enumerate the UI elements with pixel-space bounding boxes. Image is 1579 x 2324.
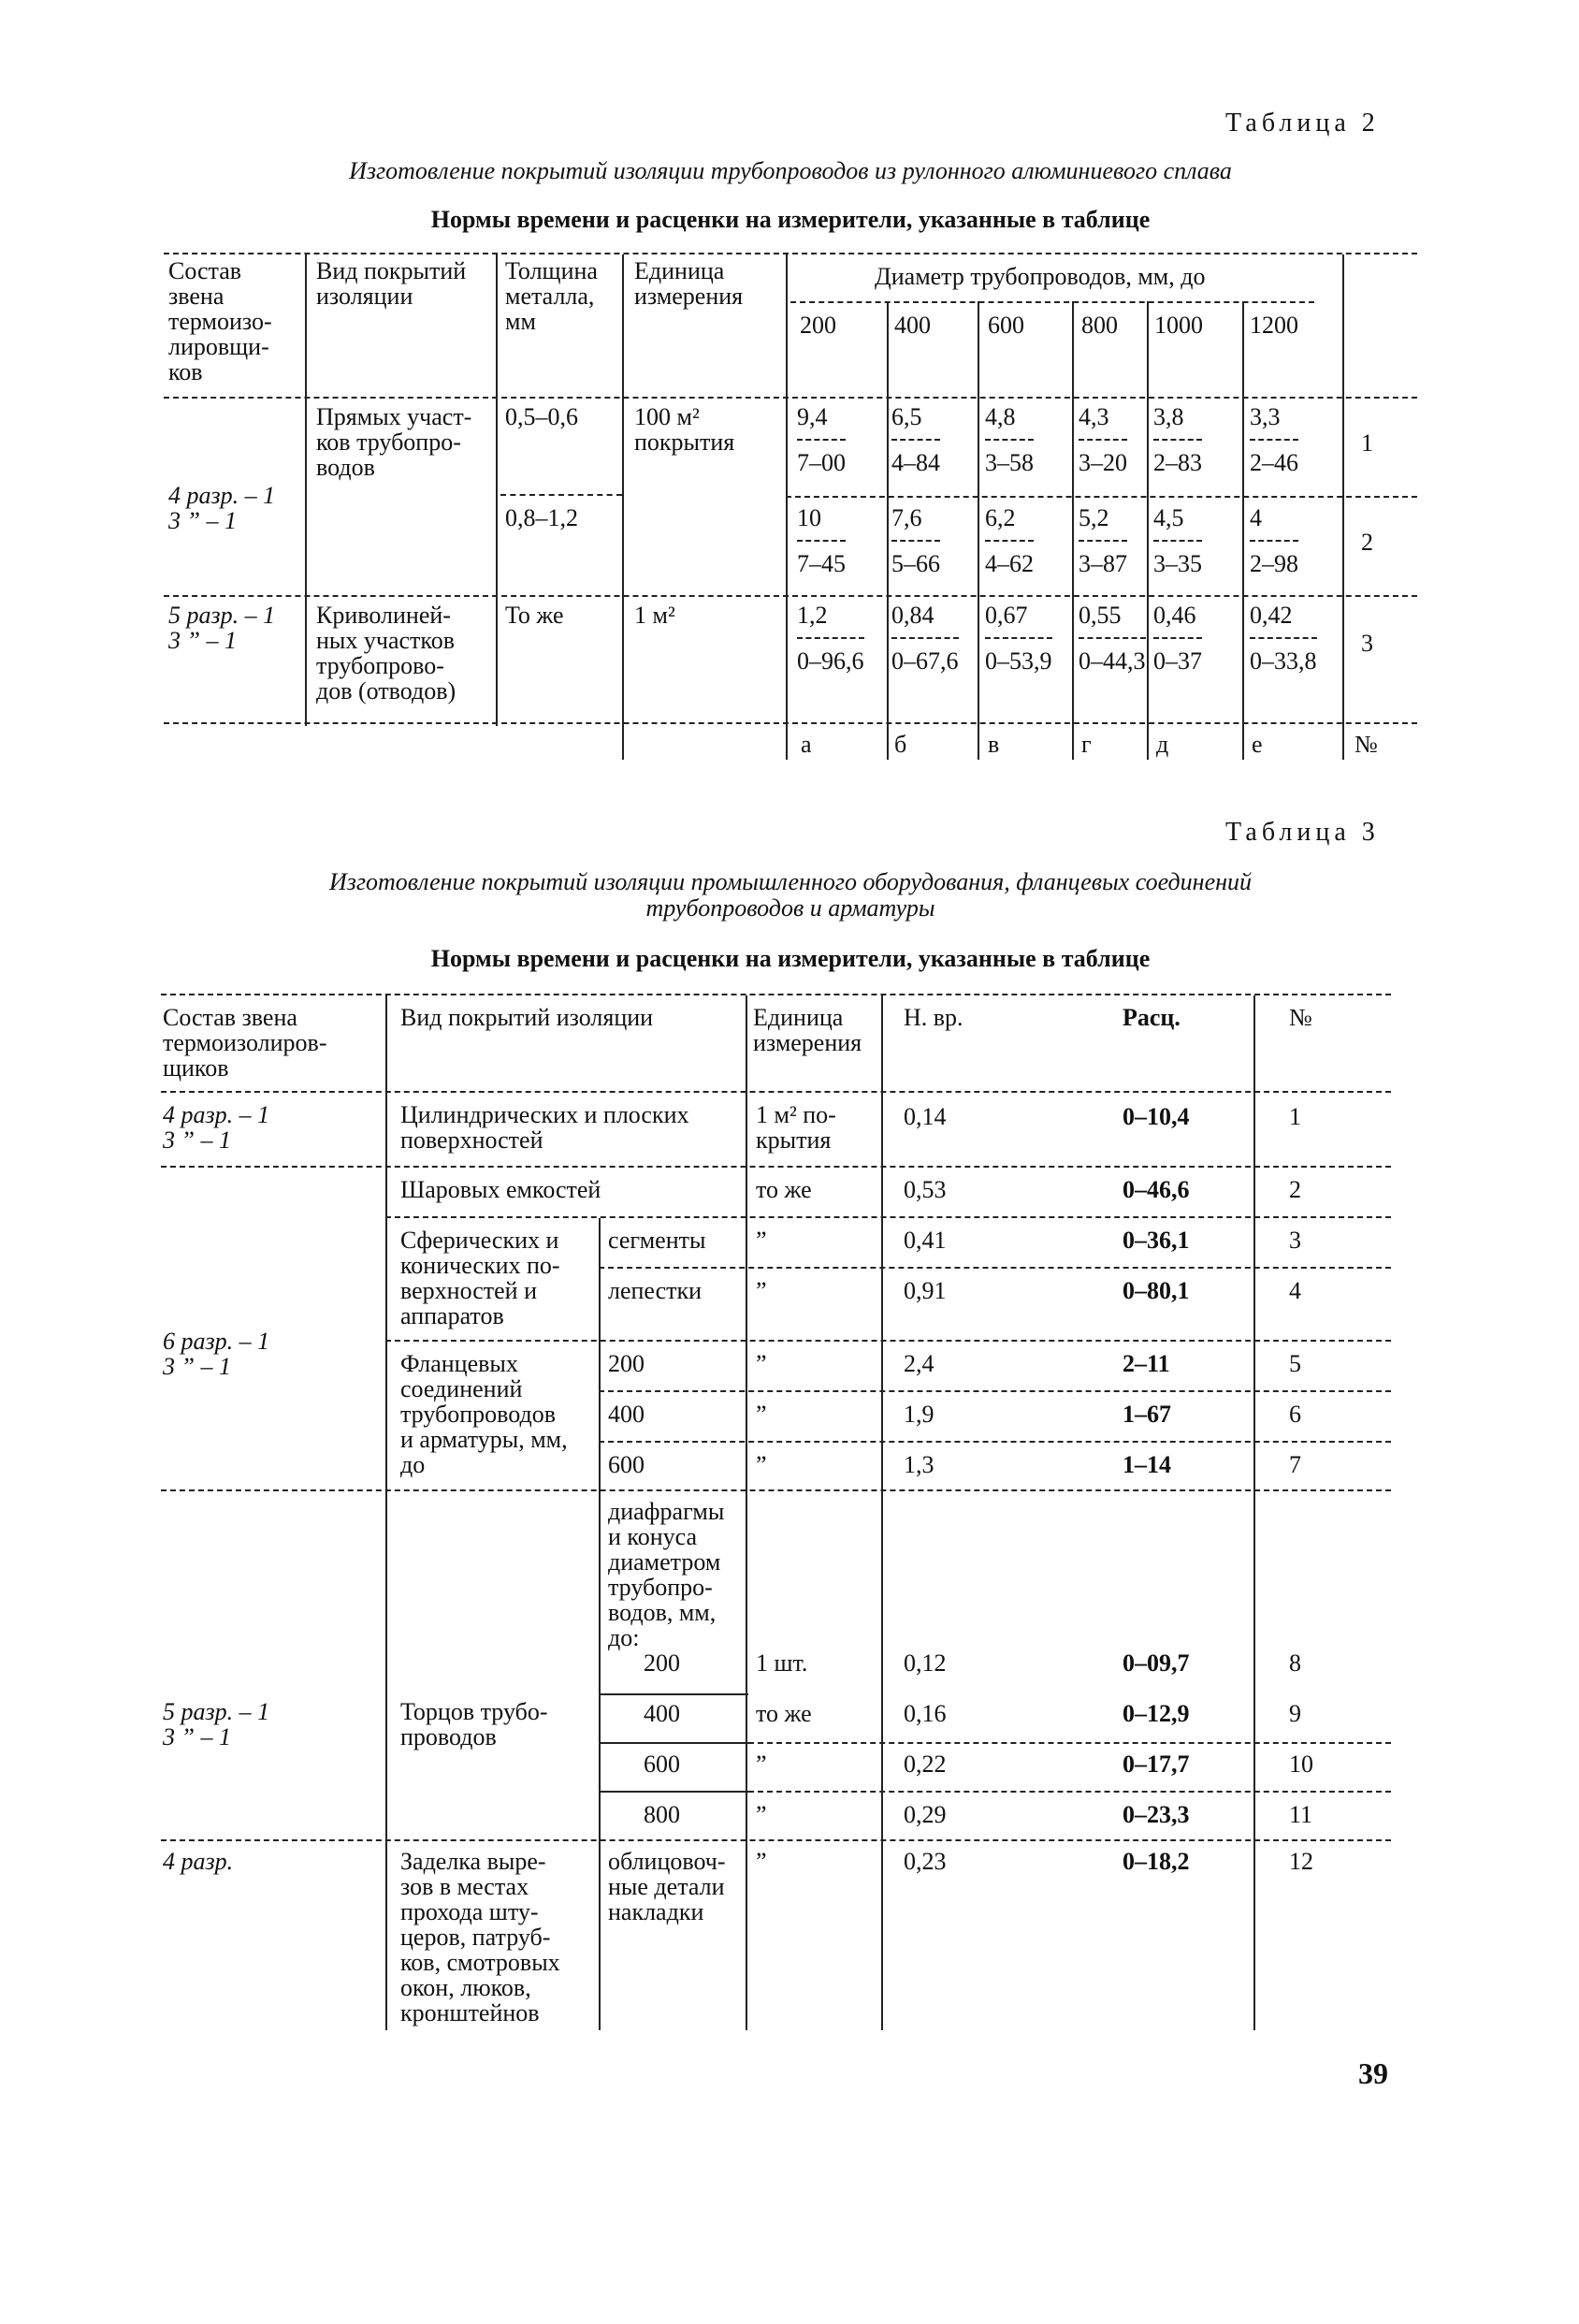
- t3-sub-segments: сегменты: [608, 1227, 706, 1254]
- t2-header-d400: 400: [894, 312, 931, 339]
- page-number: 39: [1358, 2056, 1388, 2090]
- t3-header-rate: Расц.: [1123, 1004, 1181, 1031]
- t2-row-number: 1: [1361, 429, 1373, 457]
- t2-footer-d: д: [1156, 731, 1169, 758]
- t3-norm: 1,3: [904, 1451, 934, 1478]
- t3-sub-600: 600: [608, 1451, 645, 1478]
- t3-num: 9: [1289, 1700, 1301, 1727]
- t3-num: 4: [1289, 1277, 1301, 1304]
- t3-crew-c: 5 разр. – 1 3 ” – 1: [163, 1698, 270, 1750]
- table3-title-line1: Изготовление покрытий изоляции промышленного оборудования, фланцевых соединений: [328, 868, 1253, 895]
- t3-num: 8: [1289, 1649, 1301, 1677]
- t3-crew-b: 6 разр. – 1 3 ” – 1: [163, 1328, 270, 1380]
- t3-unit: ”: [756, 1848, 767, 1875]
- t2-type-straight: Прямых участ- ков трубопро- водов: [316, 403, 472, 481]
- t3-sub-600b: 600: [644, 1750, 680, 1778]
- t2-header-thickness: Толщина металла, мм: [505, 257, 598, 335]
- table3-subtitle: Нормы времени и расценки на измерители, указанные в таблице: [430, 945, 1151, 972]
- t3-unit: ”: [756, 1277, 767, 1304]
- t3-rate: 0–12,9: [1123, 1700, 1190, 1727]
- t3-sub-petals: лепестки: [608, 1277, 703, 1304]
- t3-num: 3: [1289, 1227, 1301, 1254]
- t3-type-flange: Фланцевых соединений трубопроводов и арматуры, мм, до: [400, 1350, 568, 1478]
- t2-thickness-3: То же: [505, 602, 564, 629]
- t3-unit: ”: [756, 1750, 767, 1778]
- t2-footer-a: а: [801, 731, 812, 758]
- t3-norm: 0,22: [904, 1750, 947, 1778]
- t3-header-crew: Состав звена термоизолиров- щиков: [163, 1004, 327, 1082]
- t3-sub-cladding: облицовоч- ные детали накладки: [608, 1848, 726, 1925]
- t3-sub-800b: 800: [644, 1801, 680, 1828]
- t3-norm: 0,41: [904, 1227, 947, 1254]
- t2-thickness-2: 0,8–1,2: [505, 504, 578, 531]
- t2-crew-2: 5 разр. – 1 3 ” – 1: [168, 602, 276, 654]
- t3-unit: 1 м² по- крытия: [756, 1101, 836, 1154]
- t2-thickness-1: 0,5–0,6: [505, 403, 578, 430]
- t2-header-type: Вид покрытий изоляции: [316, 257, 467, 310]
- t3-type-ball: Шаровых емкостей: [400, 1176, 601, 1203]
- t2-cell: $\frac{0,46}{0-37}$: [1153, 602, 1202, 675]
- t2-cell: $\frac{0,67}{0-53,9}$: [985, 602, 1052, 675]
- t2-cell: $\frac{0,42}{0-33,8}$: [1250, 602, 1317, 675]
- t2-cell: $\frac{7,6}{5-66}$: [891, 504, 940, 577]
- t2-cell: $\frac{3,3}{2-46}$: [1250, 403, 1298, 476]
- t2-cell: $\frac{9,4}{7-00}$: [797, 403, 846, 476]
- t3-unit: ”: [756, 1401, 767, 1428]
- t2-type-curved: Криволиней- ных участков трубопрово- дов (отводов): [316, 602, 456, 704]
- t3-crew-d: 4 разр.: [163, 1848, 234, 1875]
- t3-type-ends: Торцов трубо- проводов: [400, 1698, 548, 1750]
- table3-title-line2: трубопроводов и арматуры: [645, 894, 935, 922]
- table2-subtitle: Нормы времени и расценки на измерители, указанные в таблице: [430, 206, 1151, 233]
- t2-cell: $\frac{6,5}{4-84}$: [891, 403, 940, 476]
- t3-num: 5: [1289, 1350, 1301, 1377]
- t3-rate: 0–17,7: [1123, 1750, 1190, 1778]
- t3-unit: то же: [756, 1176, 812, 1203]
- t3-num: 6: [1289, 1401, 1301, 1428]
- t3-sub-200b: 200: [644, 1649, 680, 1677]
- t3-norm: 1,9: [904, 1401, 934, 1428]
- t3-rate: 2–11: [1123, 1350, 1170, 1377]
- t2-header-crew: Состав звена термоизо- лировщи- ков: [168, 257, 272, 385]
- t3-sub-400: 400: [608, 1401, 645, 1428]
- t3-num: 2: [1289, 1176, 1301, 1203]
- t3-type-cylindrical: Цилиндрических и плоских поверхностей: [400, 1101, 689, 1154]
- t3-unit: ”: [756, 1227, 767, 1254]
- t3-norm: 0,16: [904, 1700, 947, 1727]
- t3-unit: 1 шт.: [756, 1649, 808, 1677]
- t3-rate: 0–80,1: [1123, 1277, 1190, 1304]
- t2-footer-e: е: [1252, 731, 1263, 758]
- t2-unit-1: 100 м² покрытия: [634, 403, 735, 456]
- table3-label: Таблица 3: [1225, 818, 1380, 847]
- t2-row-number: 2: [1361, 529, 1373, 556]
- t3-norm: 0,14: [904, 1103, 947, 1130]
- t3-header-unit: Единица измерения: [753, 1004, 862, 1056]
- t3-norm: 0,91: [904, 1277, 947, 1304]
- t3-num: 7: [1289, 1451, 1301, 1478]
- t2-header-d600: 600: [988, 312, 1024, 339]
- t3-type-spherical: Сферических и конических по- верхностей и аппаратов: [400, 1227, 560, 1329]
- t3-rate: 1–67: [1123, 1401, 1171, 1428]
- t2-cell: $\frac{4,8}{3-58}$: [985, 403, 1034, 476]
- t3-header-norm: Н. вр.: [904, 1004, 963, 1031]
- t3-rate: 1–14: [1123, 1451, 1171, 1478]
- t2-cell: $\frac{1,2}{0-96,6}$: [797, 602, 864, 675]
- t2-unit-2: 1 м²: [634, 602, 675, 629]
- t3-num: 1: [1289, 1103, 1301, 1130]
- t3-norm: 0,29: [904, 1801, 947, 1828]
- t2-footer-num: №: [1354, 731, 1378, 758]
- t3-unit: то же: [756, 1700, 812, 1727]
- t3-type-cutouts: Заделка выре- зов в местах прохода шту- церов, патруб- ков, смотровых окон, люков, кронштейнов: [400, 1848, 560, 2026]
- t3-num: 12: [1289, 1848, 1313, 1875]
- table2-label: Таблица 2: [1225, 109, 1380, 138]
- t2-header-unit: Единица измерения: [634, 257, 744, 310]
- t3-norm: 2,4: [904, 1350, 934, 1377]
- t3-rate: 0–09,7: [1123, 1649, 1190, 1677]
- t2-cell: $\frac{4,3}{3-20}$: [1079, 403, 1127, 476]
- t3-sub-200: 200: [608, 1350, 645, 1377]
- t3-num: 11: [1289, 1801, 1313, 1828]
- t2-cell: $\frac{0,55}{0-44,3}$: [1079, 602, 1146, 675]
- t3-header-num: №: [1289, 1004, 1312, 1031]
- t2-header-d800: 800: [1081, 312, 1118, 339]
- t2-footer-v: в: [988, 731, 1000, 758]
- t2-header-d1000: 1000: [1154, 312, 1203, 339]
- t3-crew-a: 4 разр. – 1 3 ” – 1: [163, 1101, 270, 1154]
- t3-norm: 0,53: [904, 1176, 947, 1203]
- t2-cell: $\frac{10}{7-45}$: [797, 504, 846, 577]
- t2-footer-g: г: [1081, 731, 1092, 758]
- t2-cell: $\frac{0,84}{0-67,6}$: [891, 602, 959, 675]
- t3-unit: ”: [756, 1451, 767, 1478]
- t2-cell: $\frac{4}{2-98}$: [1250, 504, 1298, 577]
- t3-rate: 0–36,1: [1123, 1227, 1190, 1254]
- t3-num: 10: [1289, 1750, 1313, 1778]
- t2-header-d200: 200: [800, 312, 836, 339]
- t2-cell: $\frac{5,2}{3-87}$: [1079, 504, 1127, 577]
- t3-header-type: Вид покрытий изоляции: [400, 1004, 654, 1031]
- t2-crew-1: 4 разр. – 1 3 ” – 1: [168, 482, 276, 534]
- t2-row-number: 3: [1361, 630, 1373, 657]
- t3-norm: 0,12: [904, 1649, 947, 1677]
- t3-unit: ”: [756, 1350, 767, 1377]
- t2-footer-b: б: [894, 731, 907, 758]
- t3-rate: 0–18,2: [1123, 1848, 1190, 1875]
- table2-title: Изготовление покрытий изоляции трубопроводов из рулонного алюминиевого сплава: [349, 157, 1232, 184]
- t3-rate: 0–23,3: [1123, 1801, 1190, 1828]
- t2-cell: $\frac{4,5}{3-35}$: [1153, 504, 1202, 577]
- t3-sub-diaphragm: диафрагмы и конуса диаметром трубопро- водов, мм, до:: [608, 1498, 725, 1651]
- t2-cell: $\frac{3,8}{2-83}$: [1153, 403, 1202, 476]
- t3-unit: ”: [756, 1801, 767, 1828]
- t3-rate: 0–46,6: [1123, 1176, 1190, 1203]
- t2-header-d1200: 1200: [1250, 312, 1298, 339]
- t2-header-diameter: Диаметр трубопроводов, мм, до: [875, 263, 1206, 290]
- t3-norm: 0,23: [904, 1848, 947, 1875]
- t3-sub-400b: 400: [644, 1700, 680, 1727]
- t2-cell: $\frac{6,2}{4-62}$: [985, 504, 1034, 577]
- t3-rate: 0–10,4: [1123, 1103, 1190, 1130]
